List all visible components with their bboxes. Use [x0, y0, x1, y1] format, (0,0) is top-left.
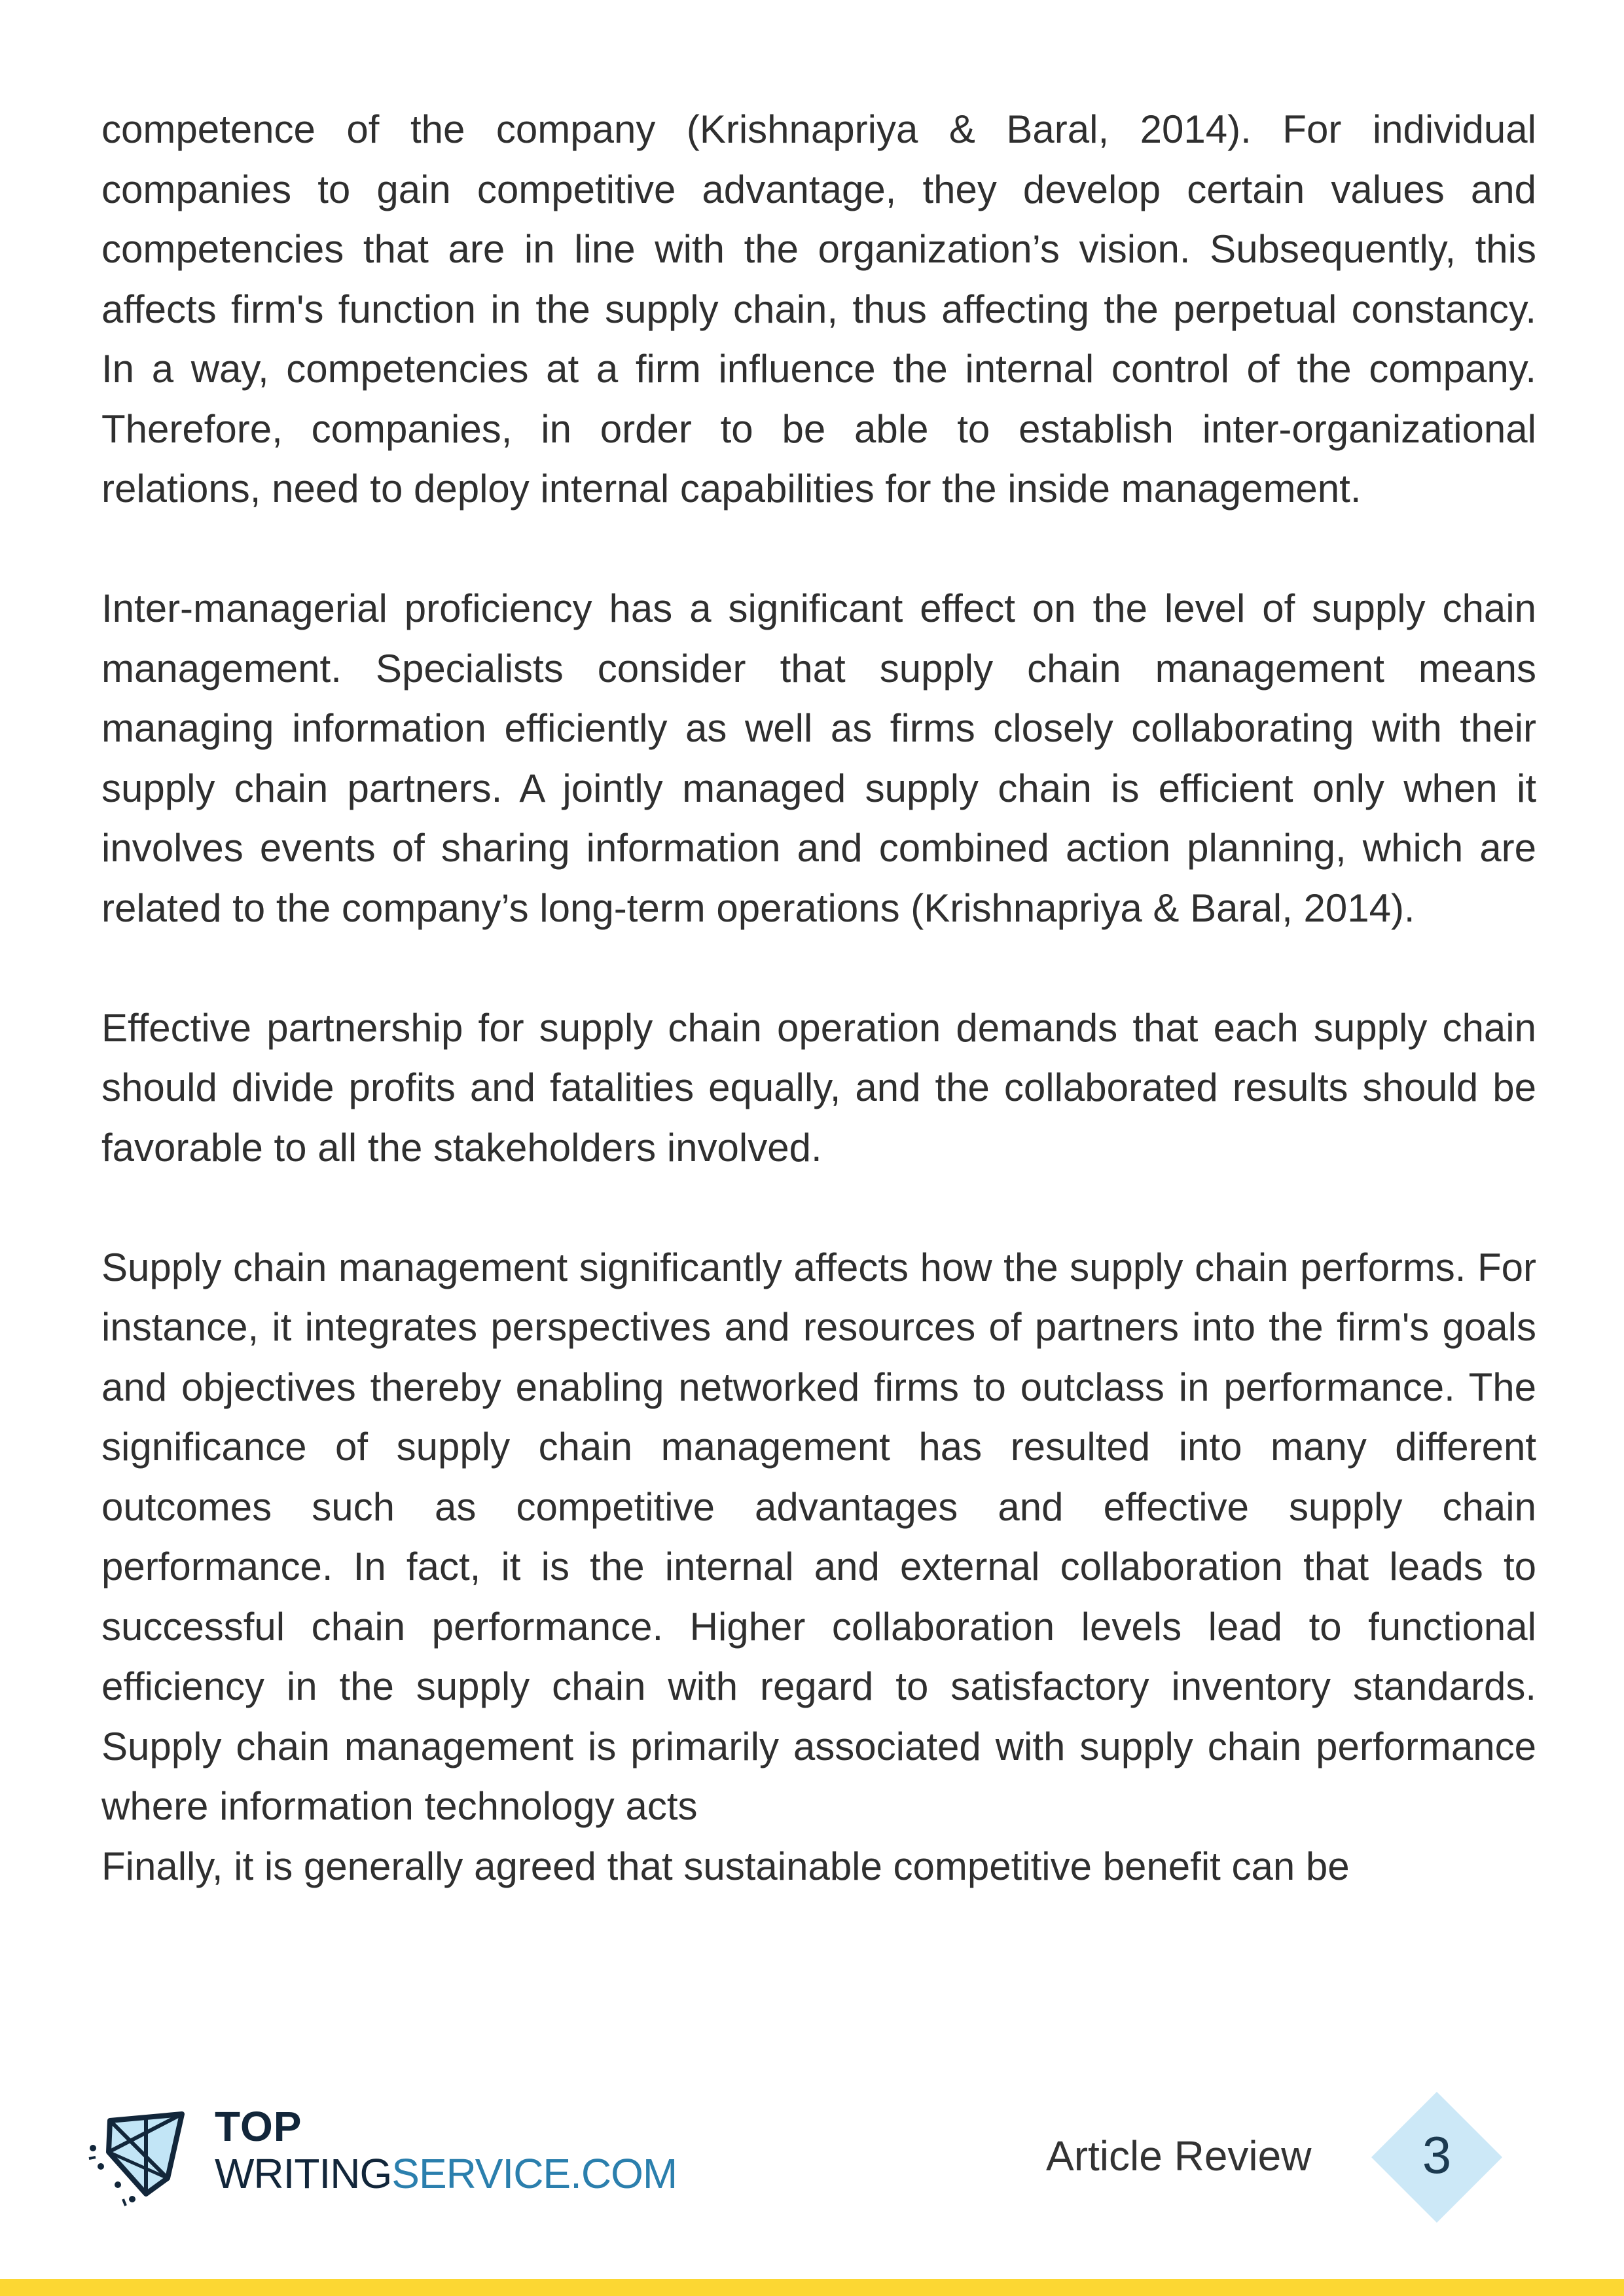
paragraph: Effective partnership for supply chain operation demands that each supply chain should divide profits and fatalities equally, and the collaborated results should be favorable to all the stakeholders involved.: [101, 1005, 1536, 1170]
paragraph: Supply chain management significantly affects how the supply chain performs. For instance, it integrates perspectives and resources of partners into the firm's goals and objectives thereby enabling networked firms to outclass in performance. The significance of supply chain management has resulted into many different outcomes such as competitive advantages and effective supply chain performance. In fact, it is the internal and external collaboration that leads to successful chain performance. Higher collaboration levels lead to functional efficiency in the supply chain with regard to satisfactory inventory standards. Supply chain management is primarily associated with supply chain performance where information technology acts: [101, 1245, 1536, 1828]
logo-wordmark-bottom: [215, 2151, 677, 2197]
paragraph: Finally, it is generally agreed that sustainable competitive benefit can be: [101, 1844, 1350, 1888]
paragraph: competence of the company (Krishnapriya & Baral, 2014). For individual companies to gain competitive advantage, they develop certain values and competencies that are in line with the organization’s vision. Subsequently, this affects firm's function in the supply chain, thus affecting the perpetual constancy. In a way, competencies at a firm influence the internal control of the company. Therefore, companies, in order to be able to establish inter-organizational relations, need to deploy internal capabilities for the inside management.: [101, 107, 1536, 511]
diamond-logo-icon: [84, 2101, 195, 2212]
logo-wordmark-top: TOP: [215, 2103, 302, 2150]
brand-logo: [84, 2101, 677, 2212]
logo-wordmark-light: SERVICE.COM: [391, 2150, 677, 2197]
paragraph: Inter-managerial proficiency has a significant effect on the level of supply chain management. Specialists consider that supply chain management means managing information efficiently as well as firms closely collaborating with their supply chain partners. A jointly managed supply chain is efficient only when it involves events of sharing information and combined action planning, which are related to the company’s long-term operations (Krishnapriya & Baral, 2014).: [101, 586, 1536, 930]
section-label: Article Review: [1046, 2132, 1312, 2179]
page-number: 3: [1422, 2126, 1452, 2184]
footer-accent-bar: [0, 2279, 1624, 2296]
body-text: [101, 99, 1536, 1896]
logo-wordmark-bold: WRITING: [215, 2150, 392, 2197]
